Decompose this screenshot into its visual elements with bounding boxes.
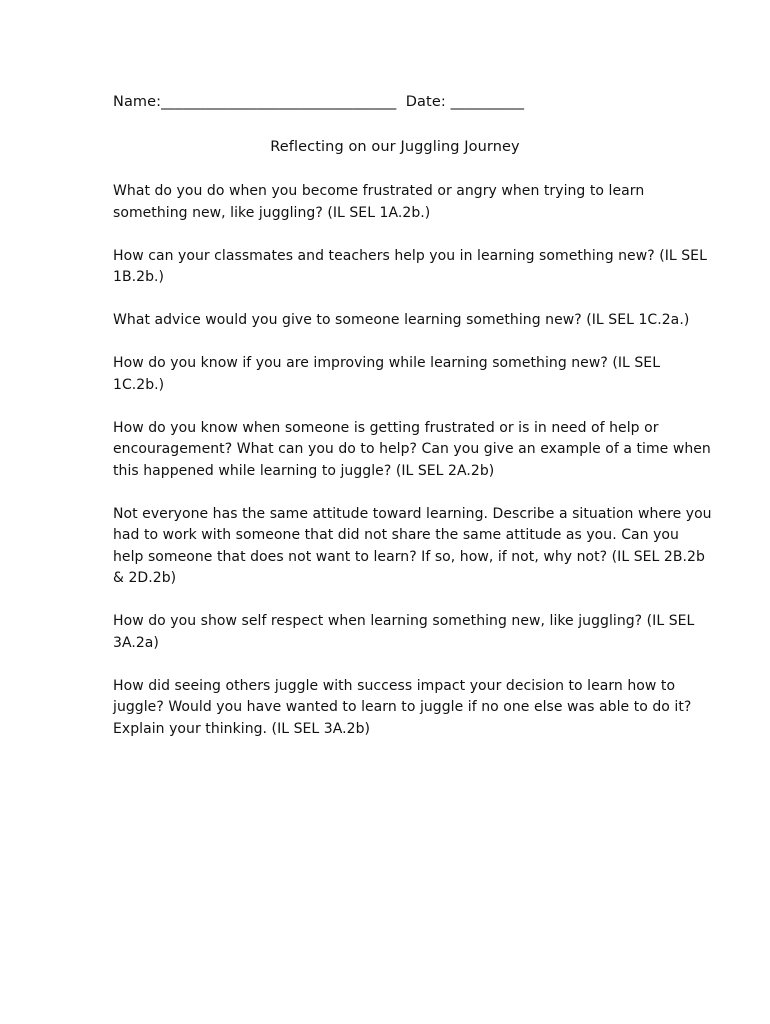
date-blank: __________ xyxy=(450,94,525,110)
name-label: Name: xyxy=(113,94,162,110)
date-label: Date: xyxy=(405,94,446,110)
question-6: Not everyone has the same attitude toward learning. Describe a situation where you had to work with someone that did not share the same attitude as you. Can you help someone that does not want to learn? If so, how, if not, why not? (IL SEL 2B.2b & 2D.2b) xyxy=(113,505,712,586)
question-5: How do you know when someone is getting frustrated or is in need of help or encouragement? What can you do to help? Can you give an example of a time when this happened while learning to juggle? (IL SEL 2A.2b) xyxy=(113,419,711,479)
question-list xyxy=(113,181,713,762)
question-7: How do you show self respect when learning something new, like juggling? (IL SEL 3A.2a) xyxy=(113,613,695,651)
question-4: How do you know if you are improving while learning something new? (IL SEL 1C.2b.) xyxy=(113,355,661,393)
question-3: What advice would you give to someone learning something new? (IL SEL 1C.2a.) xyxy=(113,312,690,328)
name-blank: ________________________________ xyxy=(161,94,397,110)
question-2: How can your classmates and teachers help you in learning something new? (IL SEL 1B.2b.) xyxy=(113,247,707,285)
question-8: How did seeing others juggle with success impact your decision to learn how to juggle? Would you have wanted to learn to juggle if no one else was able to do it? Explain your thinking. (IL SEL 3A.2b) xyxy=(113,677,692,737)
header-line xyxy=(113,94,524,110)
page-title: Reflecting on our Juggling Journey xyxy=(270,139,520,155)
question-1: What do you do when you become frustrated or angry when trying to learn something new, like juggling? (IL SEL 1A.2b.) xyxy=(113,183,645,221)
